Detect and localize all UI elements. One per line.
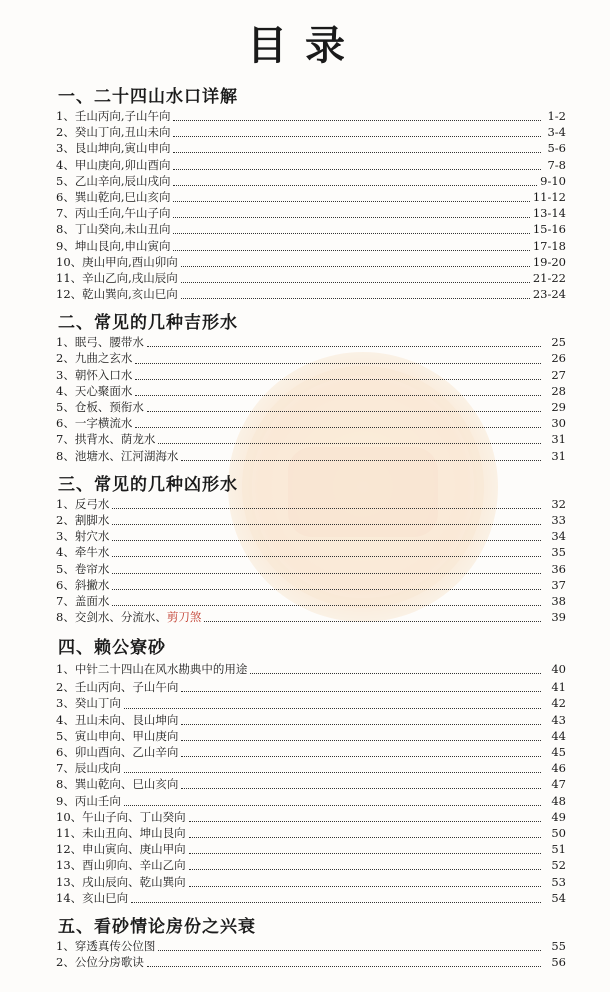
page-number: 27 xyxy=(551,367,566,382)
page-number: 32 xyxy=(551,496,566,511)
toc-entry[interactable] xyxy=(56,334,566,350)
entry-title: 亥山巳向 xyxy=(82,890,129,905)
entry-number: 3、 xyxy=(56,529,75,544)
page-number: 45 xyxy=(551,745,566,759)
entry-title: 池塘水、江河湖海水 xyxy=(74,448,179,463)
dot-leader xyxy=(135,362,541,364)
toc-entry[interactable] xyxy=(56,140,566,156)
toc-entry[interactable] xyxy=(56,350,566,366)
toc-section xyxy=(56,80,566,302)
toc-entry[interactable] xyxy=(56,383,566,399)
toc-entry[interactable] xyxy=(56,415,566,431)
entry-number: 8、 xyxy=(56,777,75,792)
entry-title: 反弓水 xyxy=(74,496,110,511)
entry-number: 12、 xyxy=(56,287,83,302)
dot-leader xyxy=(124,707,541,709)
entry-title: 盖面水 xyxy=(74,593,110,608)
entry-title: 仓板、预衔水 xyxy=(74,400,144,414)
page-number: 29 xyxy=(551,400,566,414)
section-heading: 三、常见的几种凶形水 xyxy=(58,474,238,495)
dot-leader xyxy=(147,410,541,412)
entry-title: 公位分房歌诀 xyxy=(74,955,144,970)
entry-number: 10、 xyxy=(56,254,83,269)
dot-leader xyxy=(189,820,541,822)
entry-title: 穿透真传公位图 xyxy=(74,938,156,953)
page-number: 42 xyxy=(551,696,566,711)
entry-number: 2、 xyxy=(56,955,75,970)
page-number: 34 xyxy=(551,529,566,544)
toc-entry[interactable] xyxy=(56,938,566,954)
page-number: 46 xyxy=(551,761,566,776)
toc-entry[interactable] xyxy=(56,809,566,825)
page-number: 9-10 xyxy=(540,173,566,188)
dot-leader xyxy=(173,249,529,251)
toc-entry[interactable] xyxy=(56,399,566,415)
page-number: 49 xyxy=(551,809,566,824)
entry-title: 中针二十四山在风水勘典中的用途 xyxy=(74,662,248,677)
entry-number: 6、 xyxy=(56,745,75,759)
toc-entry[interactable] xyxy=(56,157,566,173)
page-number: 35 xyxy=(551,545,566,560)
page-number: 39 xyxy=(551,610,566,625)
dot-leader xyxy=(181,755,541,757)
page-number: 33 xyxy=(551,512,566,527)
toc-entry[interactable] xyxy=(56,954,566,970)
toc-entry[interactable] xyxy=(56,841,566,857)
toc-entry[interactable] xyxy=(56,825,566,841)
toc-entry[interactable] xyxy=(56,528,566,544)
entry-number: 7、 xyxy=(56,432,75,447)
dot-leader xyxy=(173,151,541,153)
entry-title: 戌山辰向、乾山巽向 xyxy=(82,874,186,889)
dot-leader xyxy=(181,265,530,267)
entry-number: 7、 xyxy=(56,593,75,608)
toc-section xyxy=(56,306,566,464)
entry-title: 拱背水、荫龙水 xyxy=(74,432,156,447)
entry-number: 3、 xyxy=(56,141,75,156)
dot-leader xyxy=(112,588,541,590)
dot-leader xyxy=(124,771,541,773)
page-number: 13-14 xyxy=(532,206,566,221)
entry-number: 8、 xyxy=(56,448,75,463)
page-number: 52 xyxy=(551,858,566,873)
entry-number: 9、 xyxy=(56,238,75,253)
dot-leader xyxy=(189,852,541,854)
dot-leader xyxy=(173,200,529,202)
entry-title: 丑山未向、艮山坤向 xyxy=(74,712,179,727)
page-number: 53 xyxy=(551,874,566,889)
entry-number: 6、 xyxy=(56,416,75,431)
dot-leader xyxy=(112,572,541,574)
entry-title: 一字横流水 xyxy=(74,416,133,431)
dot-leader xyxy=(173,232,529,234)
dot-leader xyxy=(158,949,541,951)
toc-entry[interactable] xyxy=(56,659,566,679)
entry-number: 1、 xyxy=(56,662,75,677)
toc-entry[interactable] xyxy=(56,561,566,577)
dot-leader xyxy=(181,739,541,741)
entry-number: 9、 xyxy=(56,793,75,808)
dot-leader xyxy=(204,620,541,622)
toc-section xyxy=(56,910,566,970)
page-title: 目录 xyxy=(247,23,363,69)
toc-entry[interactable] xyxy=(56,544,566,560)
entry-number: 4、 xyxy=(56,545,75,560)
toc-entry[interactable] xyxy=(56,254,566,270)
entry-title: 辛山乙向,戌山辰向 xyxy=(82,270,178,285)
dot-leader xyxy=(181,297,530,299)
page-number: 43 xyxy=(551,712,566,727)
page-number: 40 xyxy=(551,662,566,677)
entry-title: 艮山坤向,寅山申向 xyxy=(74,141,171,156)
toc-entry[interactable] xyxy=(56,874,566,890)
entry-title: 巽山乾向,巳山亥向 xyxy=(74,189,171,204)
entry-title: 九曲之玄水 xyxy=(74,351,133,366)
entry-title: 巽山乾向、巳山亥向 xyxy=(74,777,179,792)
page-number: 11-12 xyxy=(532,189,566,204)
toc-entry[interactable] xyxy=(56,512,566,528)
entry-title: 丁山癸向,未山丑向 xyxy=(74,222,171,237)
dot-leader xyxy=(189,836,541,838)
page-number: 55 xyxy=(551,938,566,953)
toc-entry[interactable] xyxy=(56,695,566,711)
dot-leader xyxy=(173,135,541,137)
entry-title: 午山子向、丁山癸向 xyxy=(82,809,186,824)
toc-entry[interactable] xyxy=(56,890,566,906)
entry-title: 酉山卯向、辛山乙向 xyxy=(82,858,186,873)
entry-title: 交剑水、分流水、 xyxy=(74,610,167,625)
toc-entry[interactable] xyxy=(56,108,566,124)
entry-title: 寅山申向、甲山庚向 xyxy=(74,728,179,743)
toc-entry[interactable] xyxy=(56,173,566,189)
page-number: 25 xyxy=(551,335,566,350)
page-number: 1-2 xyxy=(547,109,566,123)
toc-entry[interactable] xyxy=(56,857,566,873)
dot-leader xyxy=(181,690,541,692)
entry-number: 3、 xyxy=(56,367,75,382)
entry-number: 2、 xyxy=(56,680,75,695)
dot-leader xyxy=(135,378,541,380)
entry-title: 天心聚面水 xyxy=(74,383,133,398)
entry-title: 癸山丁向 xyxy=(74,696,121,711)
entry-number: 13、 xyxy=(56,874,83,889)
page-number: 54 xyxy=(551,890,566,905)
toc-entry[interactable] xyxy=(56,593,566,609)
section-heading: 一、二十四山水口详解 xyxy=(58,87,238,107)
toc-entry[interactable] xyxy=(56,793,566,809)
entry-title: 申山寅向、庚山甲向 xyxy=(82,842,186,857)
entry-title: 卯山酉向、乙山辛向 xyxy=(74,745,179,759)
dot-leader xyxy=(112,555,541,557)
toc-entry[interactable] xyxy=(56,367,566,383)
page-number: 3-4 xyxy=(547,125,566,140)
page-number: 31 xyxy=(551,448,566,463)
page-number: 30 xyxy=(551,416,566,431)
entry-title: 癸山丁向,丑山未向 xyxy=(74,125,171,140)
page-number: 36 xyxy=(551,561,566,576)
page-number: 56 xyxy=(551,955,566,970)
page-number: 51 xyxy=(551,842,566,857)
entry-number: 2、 xyxy=(56,125,75,140)
toc-entry[interactable] xyxy=(56,744,566,760)
dot-leader xyxy=(124,804,541,806)
toc-entry[interactable] xyxy=(56,189,566,205)
entry-number: 6、 xyxy=(56,577,75,592)
entry-number: 2、 xyxy=(56,512,75,527)
page-number: 50 xyxy=(551,825,566,840)
entry-title: 射穴水 xyxy=(74,529,110,544)
page-number: 31 xyxy=(551,432,566,447)
section-heading: 四、赖公寮砂 xyxy=(58,638,166,659)
entry-title: 卷帘水 xyxy=(74,561,110,576)
entry-number: 4、 xyxy=(56,383,75,398)
entry-title: 朝怀入口水 xyxy=(74,367,133,382)
entry-number: 1、 xyxy=(56,938,75,953)
entry-number: 12、 xyxy=(56,842,83,857)
entry-number: 4、 xyxy=(56,712,75,727)
page-number: 5-6 xyxy=(547,141,566,156)
page-number: 17-18 xyxy=(532,238,566,253)
dot-leader xyxy=(173,168,541,170)
entry-number: 4、 xyxy=(56,157,75,172)
page-number: 37 xyxy=(551,577,566,592)
entry-title: 未山丑向、坤山艮向 xyxy=(82,825,186,840)
entry-number: 1、 xyxy=(56,335,75,350)
page-number: 7-8 xyxy=(547,157,566,172)
entry-title: 甲山庚向,卯山酉向 xyxy=(74,157,171,172)
entry-title: 乾山巽向,亥山巳向 xyxy=(82,287,178,302)
dot-leader xyxy=(181,787,541,789)
toc-entry[interactable] xyxy=(56,124,566,140)
entry-number: 14、 xyxy=(56,890,83,905)
entry-number: 10、 xyxy=(56,809,83,824)
page-number: 47 xyxy=(551,777,566,792)
entry-title: 庚山甲向,酉山卯向 xyxy=(82,254,178,269)
page-number: 38 xyxy=(551,593,566,608)
entry-number: 5、 xyxy=(56,561,75,576)
entry-number: 8、 xyxy=(56,610,75,625)
dot-leader xyxy=(135,394,541,396)
toc-entry[interactable] xyxy=(56,577,566,593)
toc-section xyxy=(56,468,566,626)
page-number: 23-24 xyxy=(532,287,566,302)
entry-number: 2、 xyxy=(56,351,75,366)
entry-number: 11、 xyxy=(56,825,83,840)
page-number: 15-16 xyxy=(532,222,566,237)
dot-leader xyxy=(147,345,541,347)
entry-number: 5、 xyxy=(56,400,75,414)
page-number: 19-20 xyxy=(532,254,566,269)
toc-entry[interactable] xyxy=(56,448,566,464)
toc-section xyxy=(56,631,566,906)
dot-leader xyxy=(181,459,541,461)
dot-leader xyxy=(112,507,541,509)
dot-leader xyxy=(173,216,529,218)
entry-number: 7、 xyxy=(56,761,75,776)
toc-entry[interactable] xyxy=(56,609,566,625)
entry-number: 6、 xyxy=(56,189,75,204)
dot-leader xyxy=(250,672,541,674)
entry-title: 眠弓、腰带水 xyxy=(74,335,144,350)
dot-leader xyxy=(131,901,541,903)
dot-leader xyxy=(181,281,530,283)
toc-entry[interactable] xyxy=(56,238,566,254)
entry-number: 1、 xyxy=(56,109,75,123)
toc-entry[interactable] xyxy=(56,286,566,302)
page-number: 26 xyxy=(551,351,566,366)
toc-entry[interactable] xyxy=(56,431,566,447)
page-number: 21-22 xyxy=(532,270,566,285)
dot-leader xyxy=(112,604,541,606)
toc-entry[interactable] xyxy=(56,760,566,776)
dot-leader xyxy=(135,426,541,428)
entry-title: 丙山壬向 xyxy=(74,793,121,808)
toc-entry[interactable] xyxy=(56,776,566,792)
entry-title: 壬山丙向、子山午向 xyxy=(74,680,179,695)
toc-content xyxy=(56,80,566,974)
entry-title: 斜撇水 xyxy=(74,577,110,592)
page-number: 41 xyxy=(551,680,566,695)
entry-title: 丙山壬向,午山子向 xyxy=(74,206,171,221)
entry-number: 1、 xyxy=(56,496,75,511)
toc-entry[interactable] xyxy=(56,712,566,728)
entry-number: 13、 xyxy=(56,858,83,873)
toc-entry[interactable] xyxy=(56,679,566,695)
entry-number: 5、 xyxy=(56,728,75,743)
page-number: 44 xyxy=(551,728,566,743)
dot-leader xyxy=(112,539,541,541)
dot-leader xyxy=(189,868,541,870)
section-heading: 五、看砂情论房份之兴衰 xyxy=(58,916,256,937)
entry-title: 坤山艮向,申山寅向 xyxy=(74,238,171,253)
dot-leader xyxy=(158,442,541,444)
dot-leader xyxy=(112,523,541,525)
entry-title-highlight: 剪刀煞 xyxy=(166,610,202,625)
entry-number: 11、 xyxy=(56,270,83,285)
entry-title: 壬山丙向,子山午向 xyxy=(74,109,171,123)
toc-entry[interactable] xyxy=(56,728,566,744)
toc-entry[interactable] xyxy=(56,221,566,237)
page-number: 48 xyxy=(551,793,566,808)
entry-number: 8、 xyxy=(56,222,75,237)
dot-leader xyxy=(189,885,541,887)
dot-leader xyxy=(181,723,541,725)
toc-entry[interactable] xyxy=(56,270,566,286)
entry-number: 7、 xyxy=(56,206,75,221)
dot-leader xyxy=(173,119,541,121)
page-number: 28 xyxy=(551,383,566,398)
entry-number: 3、 xyxy=(56,696,75,711)
entry-number: 5、 xyxy=(56,173,75,188)
toc-entry[interactable] xyxy=(56,496,566,512)
entry-title: 辰山戌向 xyxy=(74,761,121,776)
dot-leader xyxy=(147,965,541,967)
entry-title: 割脚水 xyxy=(74,512,110,527)
entry-title: 牵牛水 xyxy=(74,545,110,560)
toc-entry[interactable] xyxy=(56,205,566,221)
section-heading: 二、常见的几种吉形水 xyxy=(58,313,238,334)
entry-title: 乙山辛向,辰山戌向 xyxy=(74,173,171,188)
dot-leader xyxy=(173,184,537,186)
